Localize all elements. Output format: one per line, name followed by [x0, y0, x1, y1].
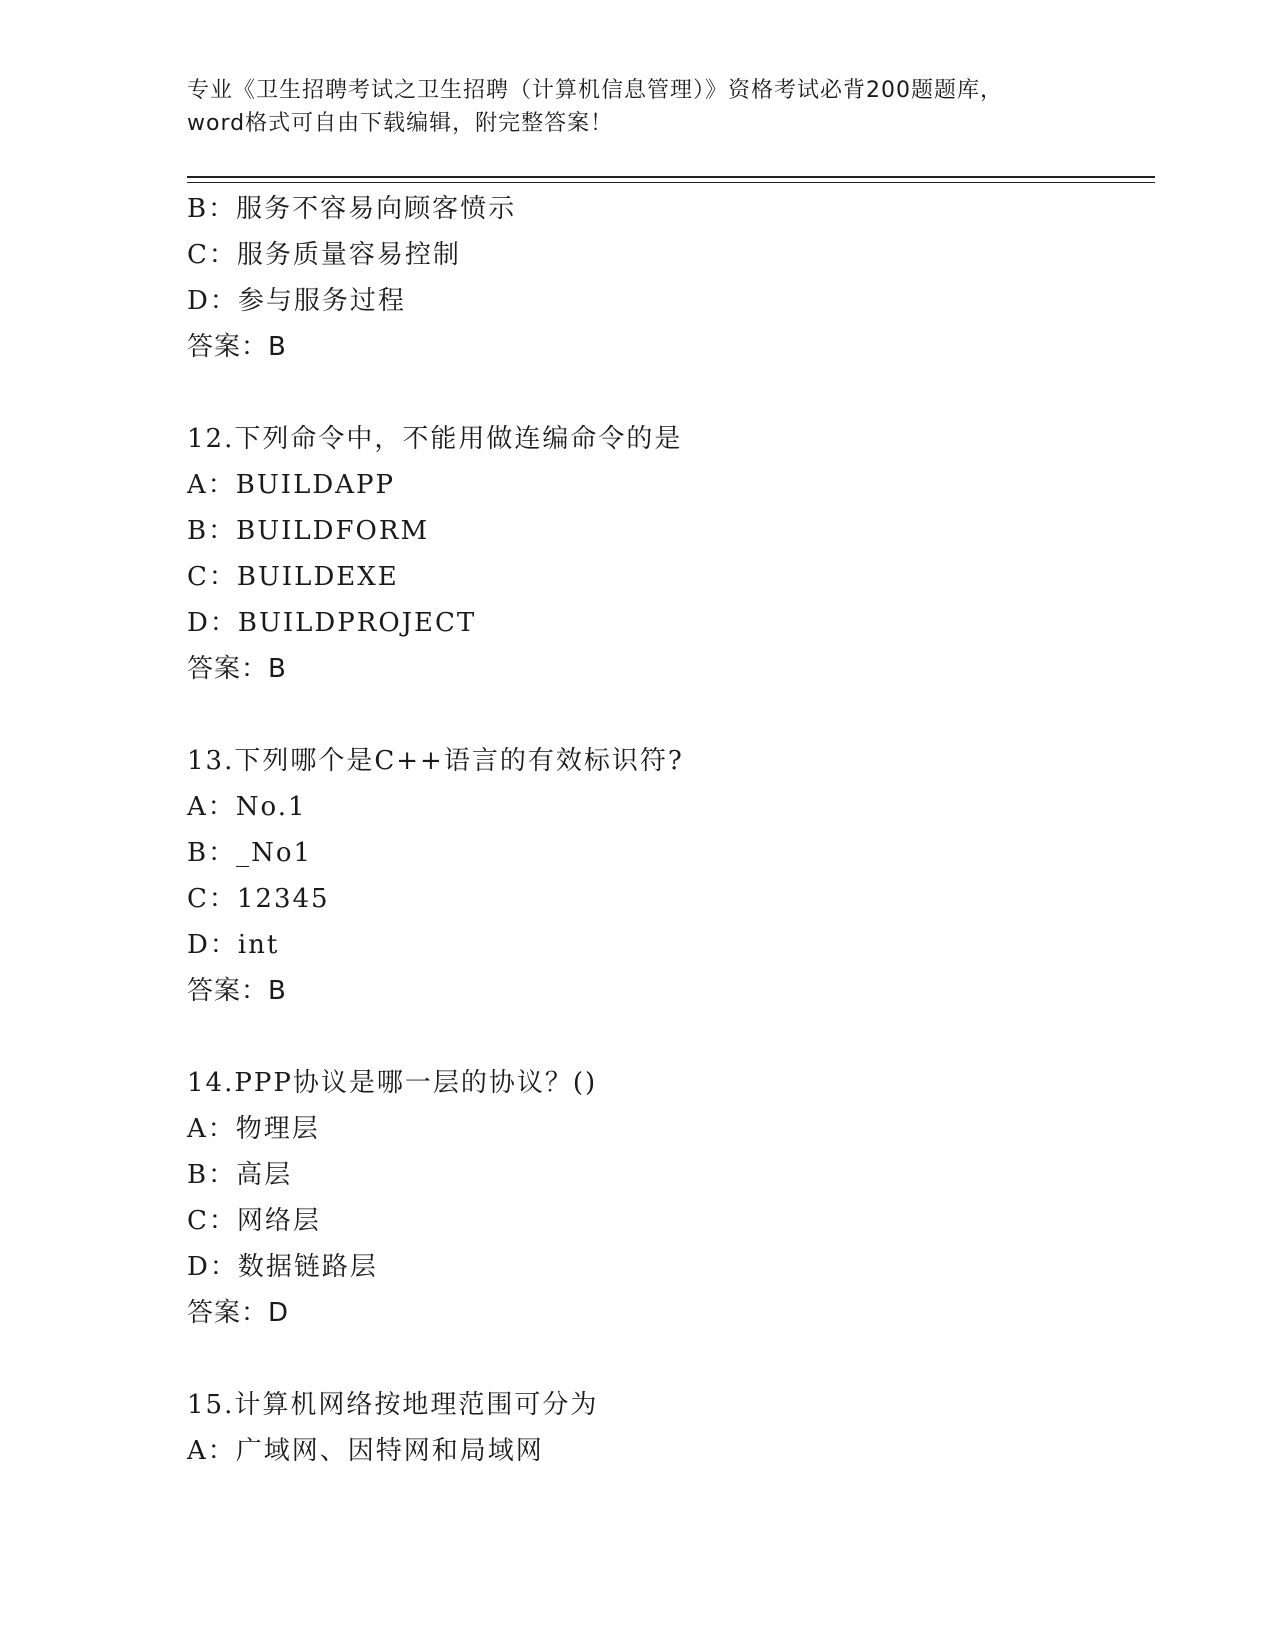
option-b: B：_No1 [187, 838, 313, 868]
answer: 答案：B [187, 332, 287, 362]
option-a: A：物理层 [187, 1114, 320, 1144]
option-c: C：服务质量容易控制 [187, 240, 461, 270]
option-c: C：12345 [187, 884, 330, 914]
answer: 答案：B [187, 654, 287, 684]
question-text: 12.下列命令中，不能用做连编命令的是 [187, 424, 683, 454]
header-rule-thick [187, 176, 1155, 178]
answer: 答案：B [187, 976, 287, 1006]
option-d: D：参与服务过程 [187, 286, 406, 316]
option-a: A：BUILDAPP [187, 470, 395, 500]
option-b: B：BUILDFORM [187, 516, 430, 546]
question-text: 14.PPP协议是哪一层的协议？() [187, 1068, 598, 1098]
option-d: D：数据链路层 [187, 1252, 378, 1282]
option-d: D：BUILDPROJECT [187, 608, 477, 638]
question-13 [187, 738, 1155, 1014]
answer: 答案：D [187, 1298, 290, 1328]
header-line-1: 专业《卫生招聘考试之卫生招聘（计算机信息管理）》资格考试必背200题题库， [187, 78, 1003, 103]
header-line-2: word格式可自由下载编辑，附完整答案！ [187, 111, 614, 136]
option-c: C：BUILDEXE [187, 562, 399, 592]
question-11 [187, 186, 1155, 370]
option-b: B：高层 [187, 1160, 293, 1190]
option-c: C：网络层 [187, 1206, 321, 1236]
option-a: A：No.1 [187, 792, 307, 822]
question-list [187, 186, 1155, 1474]
question-12 [187, 416, 1155, 692]
question-text: 13.下列哪个是C++语言的有效标识符? [187, 746, 684, 776]
option-a: A：广域网、因特网和局域网 [187, 1436, 544, 1466]
option-b: B：服务不容易向顾客愤示 [187, 194, 517, 224]
question-15 [187, 1382, 1155, 1474]
header-rule-thin [187, 182, 1155, 183]
question-14 [187, 1060, 1155, 1336]
document-header [187, 74, 1087, 140]
question-text: 15.计算机网络按地理范围可分为 [187, 1390, 599, 1420]
option-d: D：int [187, 930, 280, 960]
